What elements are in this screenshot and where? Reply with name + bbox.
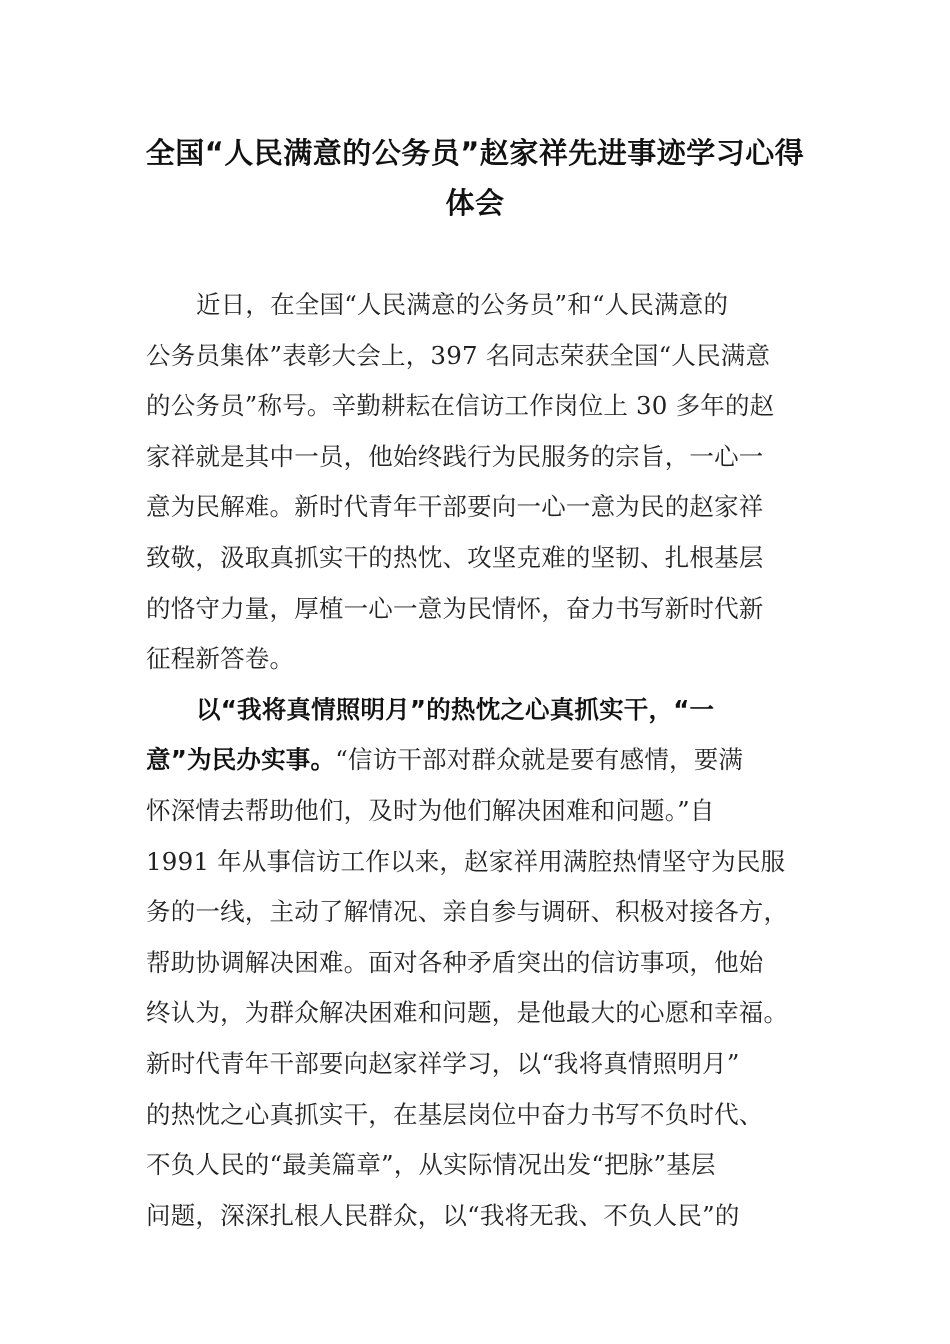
paragraph-2-line: 1991 年从事信访工作以来，赵家祥用满腔热情坚守为民服 bbox=[146, 846, 786, 876]
paragraph-1-line: 近日，在全国“人民满意的公务员”和“人民满意的 bbox=[196, 290, 729, 319]
title-line-1: 全国“人民满意的公务员”赵家祥先进事迹学习心得 bbox=[145, 136, 805, 170]
paragraph-1 bbox=[146, 280, 806, 685]
paragraph-2 bbox=[146, 685, 806, 1242]
paragraph-2-line: 务的一线，主动了解情况、亲自参与调研、积极对接各方， bbox=[146, 897, 789, 927]
paragraph-1-line: 公务员集体”表彰大会上，397 名同志荣获全国“人民满意 bbox=[146, 340, 771, 370]
document-body bbox=[146, 280, 806, 1241]
paragraph-2-line bbox=[146, 735, 806, 786]
paragraph-2-quote-start: “信访干部对群众就是要有感情，要满 bbox=[335, 745, 744, 775]
paragraph-2-heading-end: 意”为民办实事。 bbox=[146, 745, 336, 775]
paragraph-2-line: 的热忱之心真抓实干，在基层岗位中奋力书写不负时代、 bbox=[146, 1099, 764, 1129]
paragraph-2-line: 新时代青年干部要向赵家祥学习，以“我将真情照明月” bbox=[146, 1048, 740, 1078]
paragraph-2-line: 怀深情去帮助他们，及时为他们解决困难和问题。”自 bbox=[146, 795, 715, 825]
title-line-2: 体会 bbox=[445, 186, 505, 220]
paragraph-2-line: 帮助协调解决困难。面对各种矛盾突出的信访事项，他始 bbox=[146, 947, 764, 977]
paragraph-1-line: 的公务员”称号。辛勤耕耘在信访工作岗位上 30 多年的赵 bbox=[146, 391, 775, 421]
paragraph-1-line: 致敬，汲取真抓实干的热忱、攻坚克难的坚韧、扎根基层 bbox=[146, 542, 764, 572]
paragraph-2-line: 不负人民的“最美篇章”，从实际情况出发“把脉”基层 bbox=[146, 1150, 716, 1180]
paragraph-1-line: 家祥就是其中一员，他始终践行为民服务的宗旨，一心一 bbox=[146, 441, 764, 471]
paragraph-2-line: 问题，深深扎根人民群众，以“我将无我、不负人民”的 bbox=[146, 1200, 740, 1230]
paragraph-2-heading: 以“我将真情照明月”的热忱之心真抓实干，“一 bbox=[196, 694, 715, 724]
paragraph-1-line: 意为民解难。新时代青年干部要向一心一意为民的赵家祥 bbox=[146, 492, 764, 522]
paragraph-1-line: 的恪守力量，厚植一心一意为民情怀，奋力书写新时代新 bbox=[146, 593, 764, 623]
document-title bbox=[140, 128, 810, 228]
paragraph-1-line: 征程新答卷。 bbox=[146, 644, 295, 674]
paragraph-2-line: 终认为，为群众解决困难和问题，是他最大的心愿和幸福。 bbox=[146, 998, 789, 1028]
